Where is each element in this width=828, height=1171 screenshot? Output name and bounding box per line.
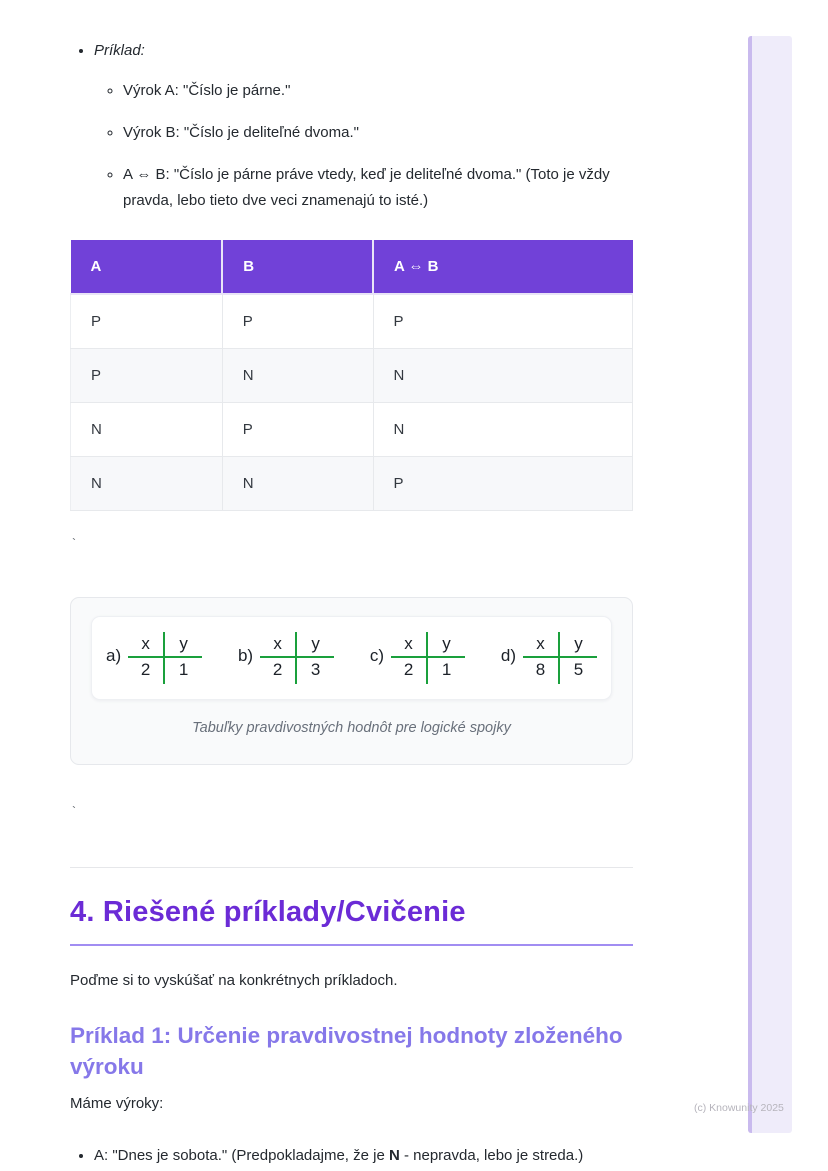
intro-list-title: Príklad: [94, 42, 145, 59]
xy-table [260, 632, 334, 684]
table-cell: N [373, 349, 633, 403]
heading-underline [70, 944, 633, 946]
xy-header-cell: x [260, 632, 297, 658]
page-edge-strip [748, 36, 792, 1133]
table-cell: N [222, 457, 373, 511]
table-cell: P [222, 403, 373, 457]
xy-value-cell: 2 [391, 658, 428, 684]
table-row [71, 457, 633, 511]
xy-header-cell: y [428, 632, 465, 658]
xy-header-cell: x [391, 632, 428, 658]
list-item: ◦ A ⇔ B: "Číslo je párne práve vtedy, keď je deliteľné dvoma." (Toto je vždy pravda, lebo tieto dve veci znamenajú to isté.) [123, 162, 633, 214]
bullet-text: - nepravda, lebo je streda.) [399, 1147, 584, 1164]
table-header-row [71, 240, 633, 294]
mini-table-label: c) [369, 646, 385, 665]
truth-table [70, 240, 633, 511]
figure-image [91, 616, 612, 700]
xy-table [523, 632, 597, 684]
figure-caption: Tabuľky pravdivostných hodnôt pre logické spojky [192, 720, 511, 736]
table-cell: N [373, 403, 633, 457]
mini-table-label: b) [237, 646, 254, 665]
table-row [71, 349, 633, 403]
xy-value-cell: 8 [523, 658, 560, 684]
xy-header-cell: y [165, 632, 202, 658]
mini-table-label: a) [106, 646, 122, 665]
xy-table [391, 632, 465, 684]
example-list [70, 1145, 633, 1167]
stray-backtick: ` [72, 804, 76, 818]
xy-value-cell: 2 [260, 658, 297, 684]
table-row [71, 294, 633, 349]
table-cell: N [222, 349, 373, 403]
mini-table-label: d) [500, 646, 516, 665]
intro-sub-list [94, 78, 633, 214]
truth-table-body [71, 294, 633, 511]
intro-list-title-item [94, 40, 633, 214]
table-cell: P [71, 349, 223, 403]
mini-table-b [238, 632, 334, 684]
mini-table-d [501, 632, 597, 684]
section-divider [70, 867, 633, 868]
list-item: ◦ Výrok A: "Číslo je párne." [123, 78, 633, 104]
table-cell: P [71, 294, 223, 349]
bullet-bold-value: N [388, 1147, 400, 1164]
xy-value-cell: 1 [178, 660, 189, 679]
document-content [70, 0, 633, 1167]
section-intro-text: Poďme si to vyskúšať na konkrétnych príkladoch. [70, 972, 398, 989]
example-subheading: Príklad 1: Určenie pravdivostnej hodnoty zloženého výroku [70, 1023, 623, 1079]
table-cell: N [71, 457, 223, 511]
xy-header-cell: y [560, 632, 597, 658]
xy-header-cell: y [297, 632, 334, 658]
mini-table-c [370, 632, 465, 684]
lead-text: Máme výroky: [70, 1095, 164, 1112]
table-cell: P [373, 457, 633, 511]
figure-panel [70, 597, 633, 765]
stray-backtick: ` [72, 536, 76, 550]
column-header: A [71, 240, 223, 294]
xy-value-cell: 5 [573, 660, 584, 679]
column-header: B [222, 240, 373, 294]
table-cell: N [71, 403, 223, 457]
truth-table-header [71, 240, 633, 294]
xy-header-cell: x [128, 632, 165, 658]
mini-table-a [106, 632, 202, 684]
bullet-text: A: "Dnes je sobota." (Predpokladajme, že je [94, 1147, 389, 1164]
table-row [71, 403, 633, 457]
intro-list [70, 40, 633, 214]
list-item [94, 1145, 633, 1167]
copyright-watermark: (c) Knowunity 2025 [694, 1102, 784, 1114]
xy-table [128, 632, 202, 684]
xy-value-cell: 1 [441, 660, 452, 679]
table-cell: P [373, 294, 633, 349]
table-cell: P [222, 294, 373, 349]
xy-value-cell: 2 [128, 658, 165, 684]
section-heading: 4. Riešené príklady/Cvičenie [70, 896, 466, 928]
column-header: A ⇔ B [373, 240, 633, 294]
xy-value-cell: 3 [310, 660, 321, 679]
xy-header-cell: x [523, 632, 560, 658]
list-item: ◦ Výrok B: "Číslo je deliteľné dvoma." [123, 120, 633, 146]
